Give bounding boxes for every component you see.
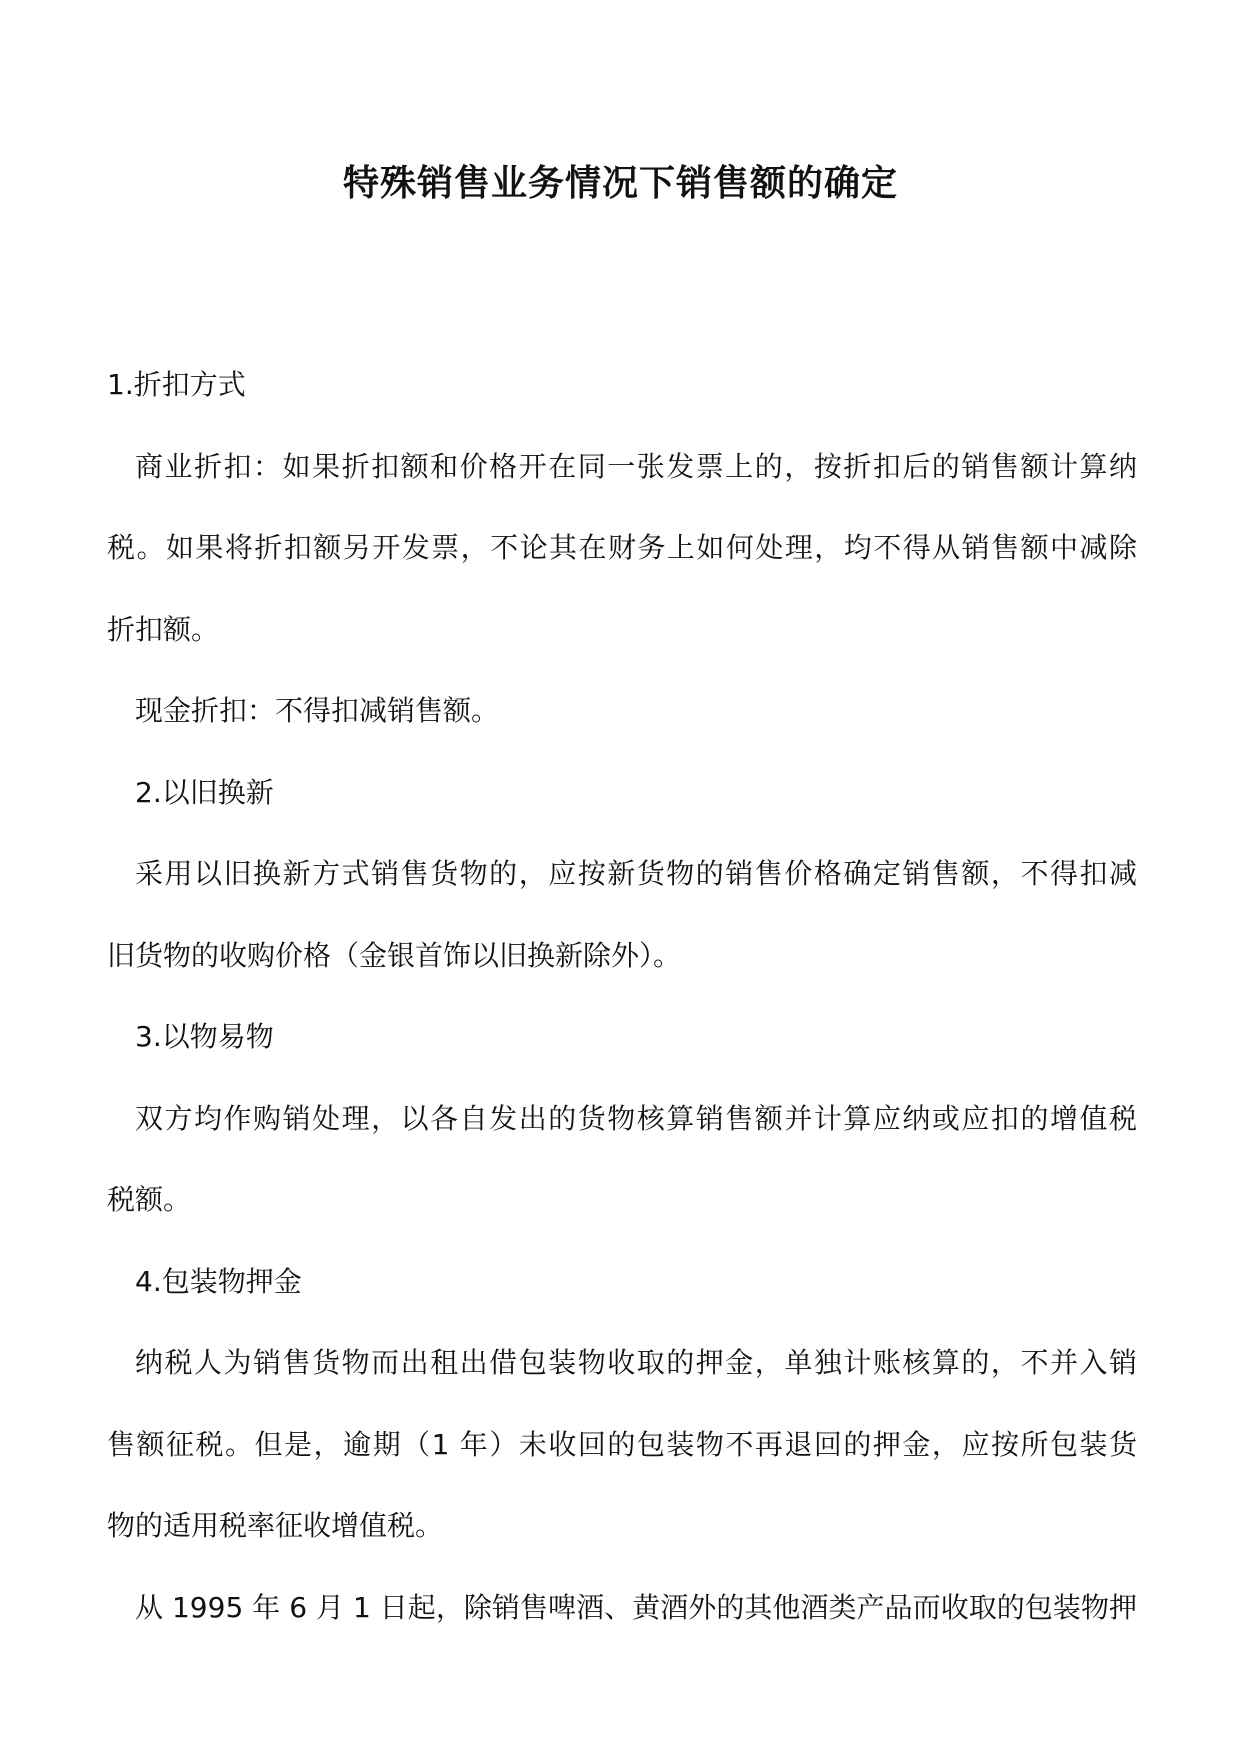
section-heading-barter: 3.以物易物: [135, 1020, 274, 1053]
paragraph-line: 采用以旧换新方式销售货物的，应按新货物的销售价格确定销售额，不得扣减: [135, 857, 1137, 890]
paragraph-line: 税。如果将折扣额另开发票，不论其在财务上如何处理，均不得从销售额中减除: [107, 531, 1137, 564]
paragraph-line: 售额征税。但是，逾期（1 年）未收回的包装物不再退回的押金，应按所包装货: [107, 1427, 1137, 1461]
section-heading-discount: 1.折扣方式: [107, 368, 246, 401]
paragraph-line: 从 1995 年 6 月 1 日起，除销售啤酒、黄酒外的其他酒类产品而收取的包装物押: [135, 1590, 1137, 1624]
document-body: [107, 344, 1137, 1648]
paragraph-line: 物的适用税率征收增值税。: [107, 1509, 444, 1542]
paragraph-line: 商业折扣：如果折扣额和价格开在同一张发票上的，按折扣后的销售额计算纳: [135, 449, 1137, 483]
paragraph-line: 税额。: [107, 1183, 192, 1216]
paragraph-line: 双方均作购销处理，以各自发出的货物核算销售额并计算应纳或应扣的增值税: [135, 1101, 1137, 1135]
section-heading-trade-in: 2.以旧换新: [135, 775, 274, 809]
paragraph-line: 纳税人为销售货物而出租出借包装物收取的押金，单独计账核算的，不并入销: [135, 1346, 1137, 1379]
paragraph-line: 旧货物的收购价格（金银首饰以旧换新除外）。: [107, 938, 682, 972]
paragraph-line: 现金折扣：不得扣减销售额。: [135, 694, 500, 727]
paragraph-line: 折扣额。: [107, 612, 220, 646]
document-title: 特殊销售业务情况下销售额的确定: [342, 163, 898, 204]
section-heading-deposit: 4.包装物押金: [135, 1264, 302, 1298]
